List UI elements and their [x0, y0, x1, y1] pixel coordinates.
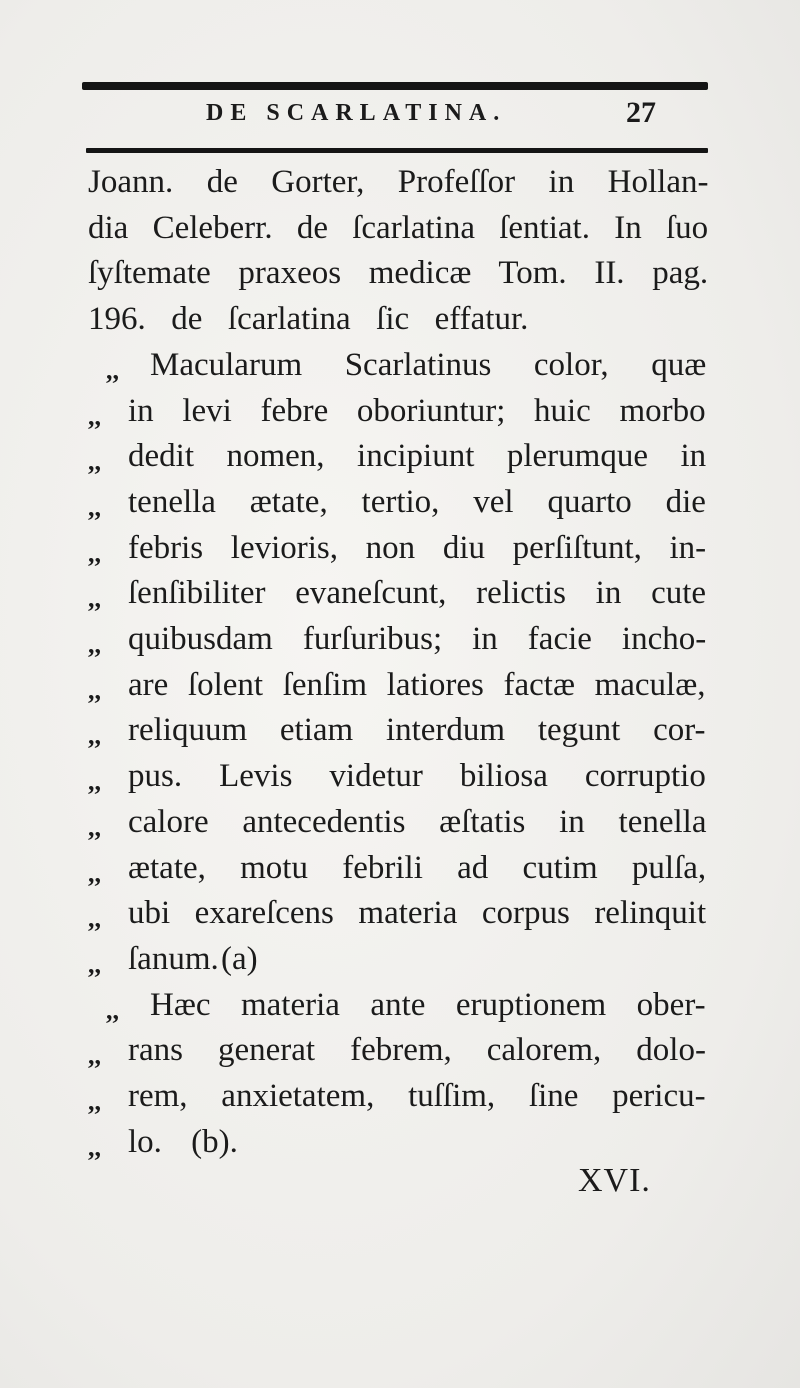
page-number: 27	[626, 96, 656, 129]
quotation-mark: ,,	[88, 767, 101, 796]
running-head: DE SCARLATINA.	[206, 100, 507, 126]
text-line: dedit nomen, incipiunt plerumque in	[128, 438, 707, 474]
quotation-mark: ,,	[88, 813, 101, 842]
text-line: febris levioris, non diu perſiſtunt, in-	[128, 530, 707, 566]
text-line: rans generat febrem, calorem, dolo-	[128, 1032, 706, 1068]
quotation-mark: ,,	[88, 859, 101, 888]
text-line: Joann. de Gorter, Profeſſor in Hollan-	[88, 164, 709, 200]
quotation-mark: ,,	[88, 493, 101, 522]
text-line: Macularum Scarlatinus color, quæ	[150, 347, 707, 383]
text-line: ætate, motu febrili ad cutim pulſa,	[128, 850, 707, 886]
text-line: quibusdam furſuribus; in facie incho-	[128, 621, 707, 657]
text-line: in levi febre oboriuntur; huic morbo	[128, 393, 706, 429]
quotation-mark: ,,	[88, 1087, 101, 1116]
quotation-mark: ,,	[106, 996, 119, 1025]
quotation-mark: ,,	[88, 676, 101, 705]
quotation-mark: ,,	[88, 584, 101, 613]
text-line: tenella ætate, tertio, vel quarto die	[128, 484, 706, 520]
text-line: calore antecedentis æſtatis in tenella	[128, 804, 707, 840]
quotation-mark: ,,	[88, 1041, 101, 1070]
header-rule-bottom	[86, 148, 708, 153]
quotation-mark: ,,	[88, 630, 101, 659]
quotation-mark: ,,	[88, 447, 101, 476]
text-line: 196. de ſcarlatina ſic effatur.	[88, 301, 529, 337]
quotation-mark: ,,	[106, 356, 119, 385]
quotation-mark: ,,	[88, 950, 101, 979]
text-line: rem, anxietatem, tuſſim, ſine pericu-	[128, 1078, 706, 1114]
quotation-mark: ,,	[88, 721, 101, 750]
text-line: ſyſtemate praxeos medicæ Tom. II. pag.	[88, 255, 709, 291]
header-rule-top	[82, 82, 708, 90]
text-line: pus. Levis videtur biliosa corruptio	[128, 758, 706, 794]
text-line: lo. (b).	[128, 1124, 238, 1160]
quotation-mark: ,,	[88, 1133, 101, 1162]
text-line: ubi exareſcens materia corpus relinquit	[128, 895, 707, 931]
quotation-mark: ,,	[88, 402, 101, 431]
quotation-mark: ,,	[88, 539, 101, 568]
text-line: ſanum. (a)	[128, 941, 258, 977]
text-line: reliquum etiam interdum tegunt cor-	[128, 712, 706, 748]
catchword: XVI.	[578, 1162, 651, 1199]
text-line: are ſolent ſenſim latiores factæ maculæ,	[128, 667, 706, 703]
text-line: Hæc materia ante eruptionem ober-	[150, 987, 706, 1023]
text-line: ſenſibiliter evaneſcunt, relictis in cute	[128, 575, 707, 611]
text-line: dia Celeberr. de ſcarlatina ſentiat. In ſuo	[88, 210, 709, 246]
quotation-mark: ,,	[88, 904, 101, 933]
